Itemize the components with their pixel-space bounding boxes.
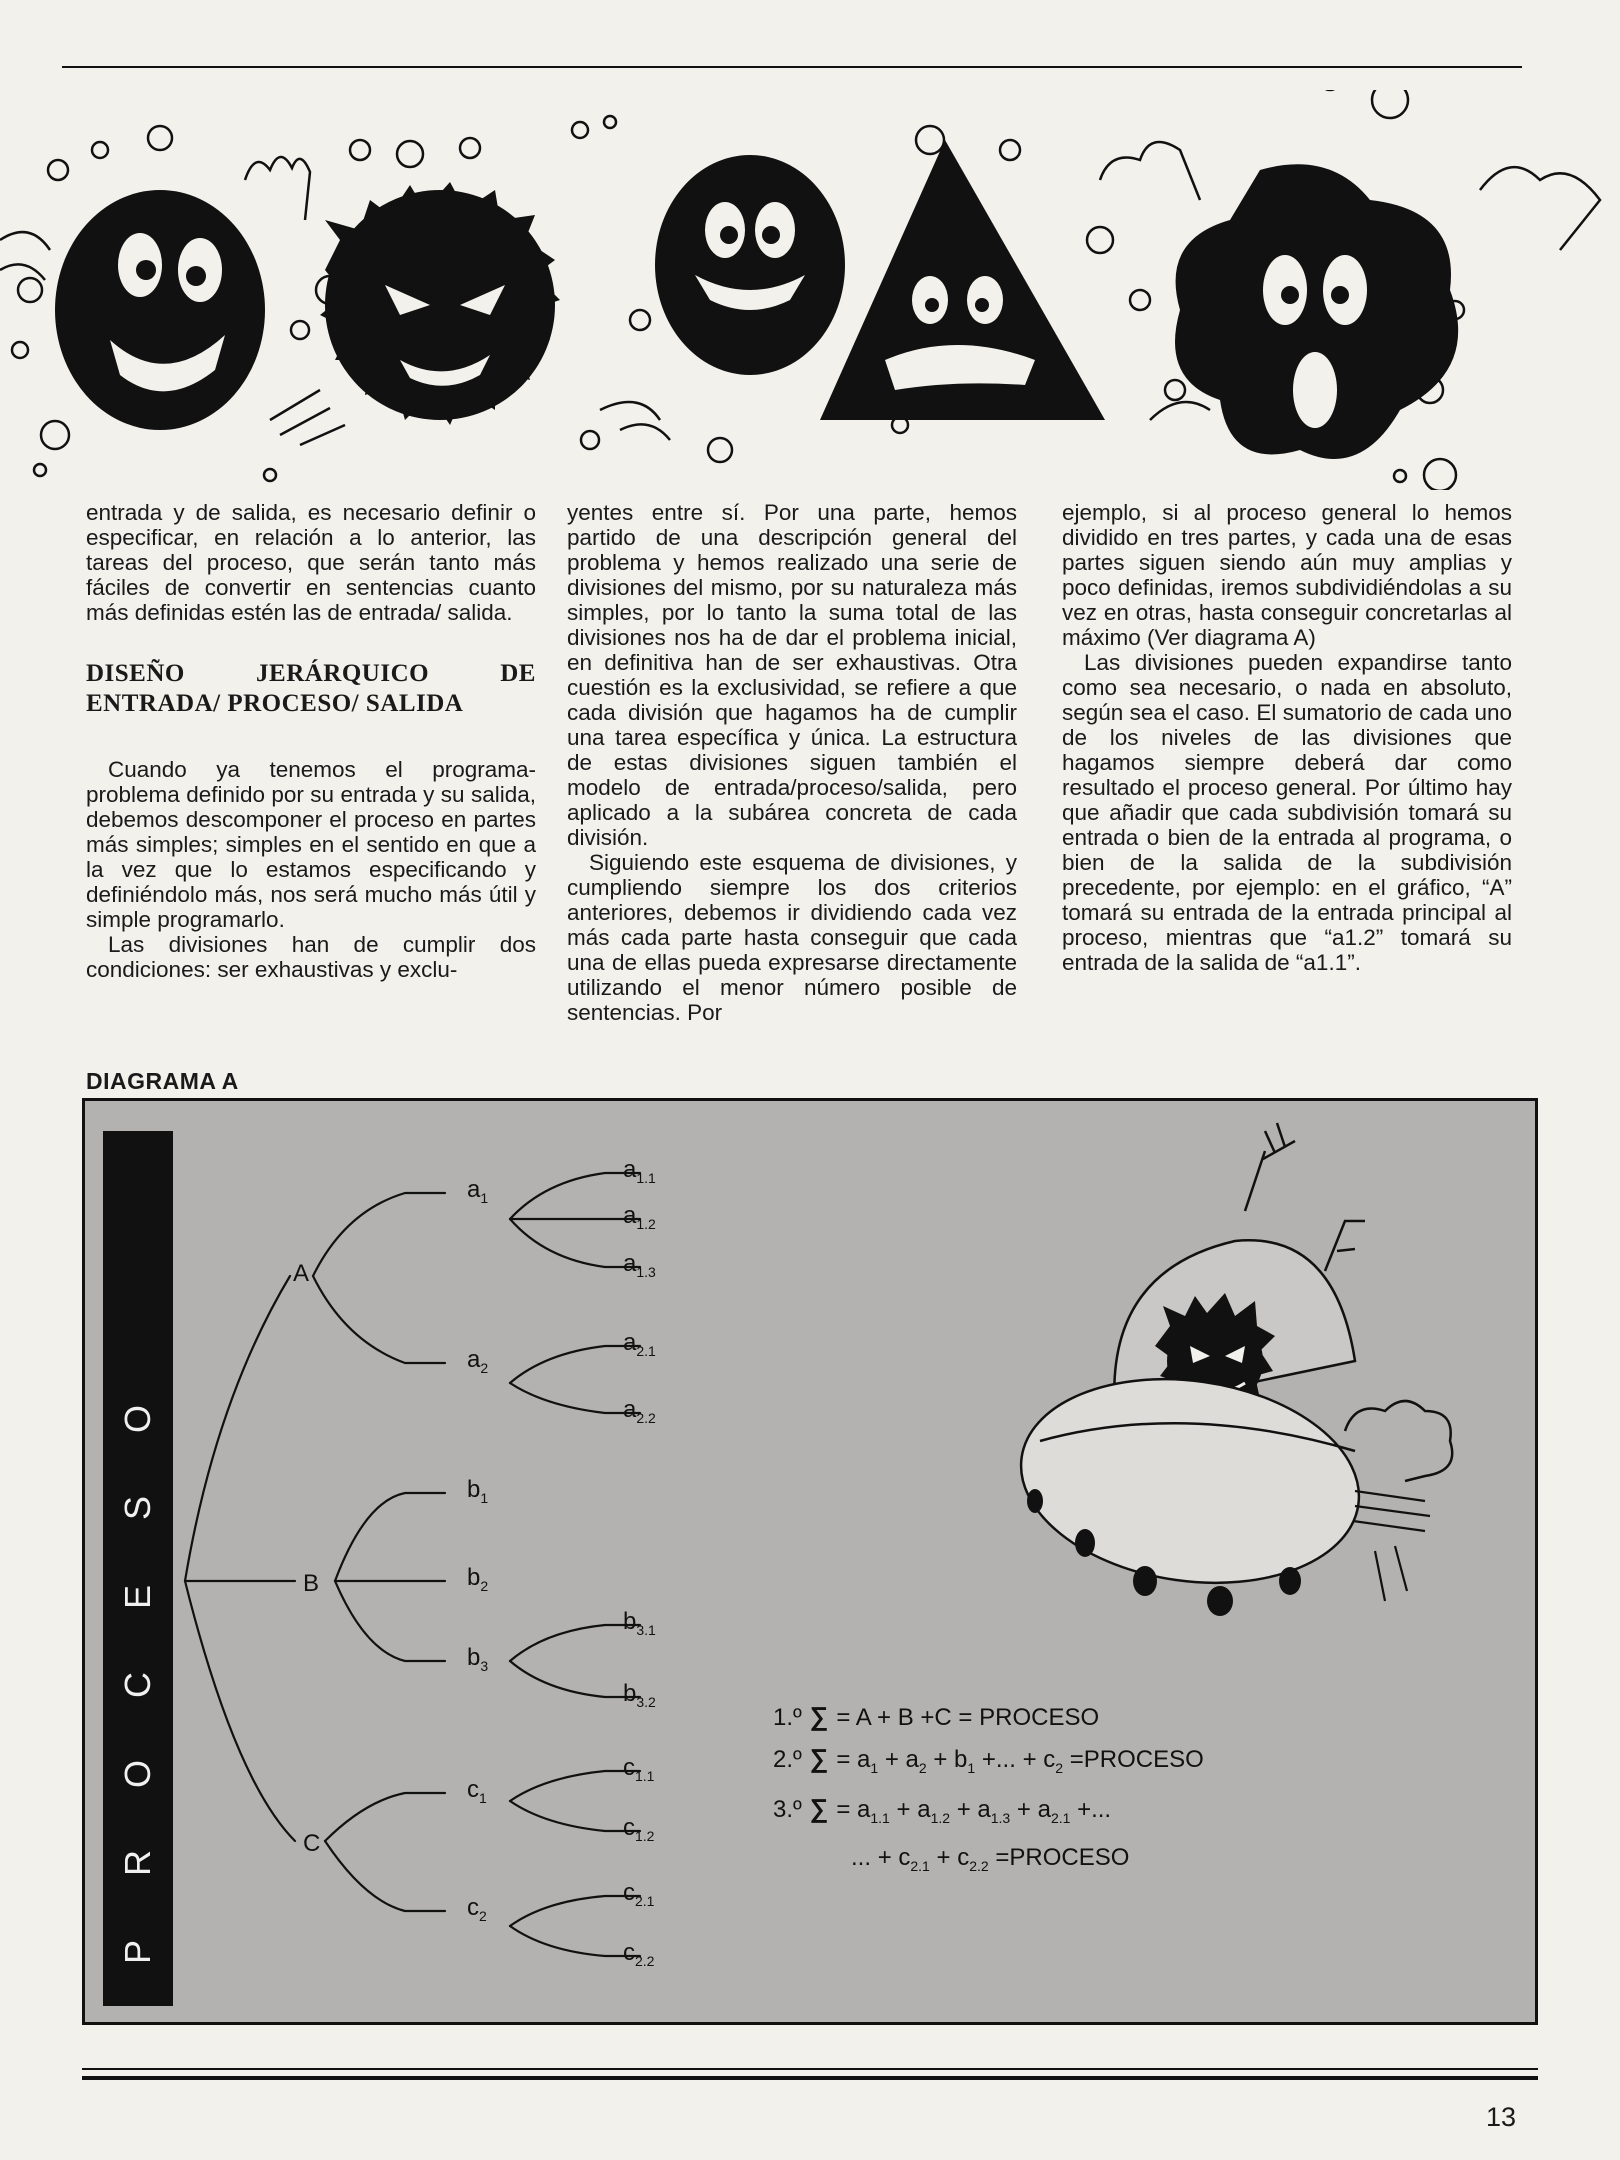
- sigma-icon: ∑: [809, 1743, 829, 1773]
- bottom-rule-thin: [82, 2068, 1538, 2070]
- col1-paragraph-1: entrada y de salida, es necesario definir o especificar, en relación a lo anterior, las tareas del proceso, que serán tanto más fáciles de convertir en sentencias cuanto más definidas estén las de entrada/ salida.: [86, 500, 536, 625]
- sigma-icon: ∑: [809, 1701, 829, 1731]
- col3-paragraph-1: ejemplo, si al proceso general lo hemos dividido en tres partes, y cada una de esas partes siguen siendo aún muy amplias y poco definidas, iremos subdividiéndolas a su vez en otras, hasta conseguir concretarlas al máximo (Ver diagrama A): [1062, 500, 1512, 650]
- text-column-2: [567, 500, 1017, 1025]
- node-C: C: [303, 1830, 321, 1857]
- col3-paragraph-2: Las divisiones pueden expandirse tanto como sea necesario, o nada en absoluto, según sea el caso. El sumatorio de cada uno de los niveles de las divisiones que hagamos siempre deberá dar como resultado el proceso general. Por último hay que añadir que cada subdivisión tomará su entrada o bien de la entrada al programa, o bien de la salida de la subdivisión precedente, por ejemplo: en el gráfico, “A” tomará su entrada de la entrada principal al proceso, mientras que “a1.2” tomará su entrada de la salida de “a1.1”.: [1062, 650, 1512, 975]
- node-b32: $b_{3.2}$: [623, 1680, 656, 1710]
- node-b2: $b_2$: [467, 1564, 489, 1594]
- node-c21: $c_{2.1}$: [623, 1879, 655, 1909]
- bar-letter: R: [117, 1850, 158, 1877]
- diagram-a: [82, 1098, 1538, 2025]
- node-a11: $a_{1.1}$: [623, 1156, 656, 1186]
- node-b3: $b_3$: [467, 1644, 489, 1674]
- node-c1: $c_1$: [467, 1776, 487, 1806]
- section-heading: DISEÑO JERÁRQUICO DE ENTRADA/ PROCESO/ SALIDA: [86, 660, 536, 717]
- node-B: B: [303, 1570, 320, 1597]
- node-A: A: [293, 1260, 310, 1287]
- col1-paragraph-3: Las divisiones han de cumplir dos condiciones: ser exhaustivas y exclu-: [86, 932, 536, 982]
- formula-1: 1.º ∑ = A + B +C = PROCESO: [773, 1701, 1100, 1731]
- bar-letter: O: [116, 1760, 158, 1789]
- col2-paragraph-1: yentes entre sí. Por una parte, hemos partido de una descripción general del problema y hemos realizado una serie de divisiones del mismo, por su naturaleza más simples, por lo tanto la suma total de las divisiones nos ha de dar el problema inicial, en definitiva han de ser exhaustivas. Otra cuestión es la exclusividad, se refiere a que cada división que hagamos ha de cumplir una tarea específica y única. La estructura de estas divisiones siguen también el modelo de entrada/proceso/salida, pero aplicado a la subárea concreta de cada división.: [567, 500, 1017, 850]
- formula-3-cont: ... + $c_{2.1} + c_{2.2}$ =PROCESO: [851, 1843, 1130, 1874]
- page-number: 13: [1486, 2102, 1517, 2132]
- ufo-illustration: [1008, 1123, 1452, 1616]
- node-a12: $a_{1.2}$: [623, 1202, 656, 1232]
- formula-3: 3.º ∑ = $a_{1.1} + a_{1.2} + a_{1.3} + a_{2.1}$ +...: [773, 1792, 1112, 1826]
- bar-letter: E: [116, 1584, 158, 1609]
- node-a21: $a_{2.1}$: [623, 1329, 656, 1359]
- summation-formulas: [773, 1696, 1204, 1885]
- text-column-3: [1062, 500, 1512, 975]
- node-c22: $c_{2.2}$: [623, 1939, 655, 1969]
- bar-letter: S: [116, 1495, 158, 1520]
- monsters-illustration: [0, 90, 1620, 490]
- top-rule: [62, 66, 1522, 68]
- node-c11: $c_{1.1}$: [623, 1754, 655, 1784]
- col1-paragraph-2: Cuando ya tenemos el programa-problema definido por su entrada y su salida, debemos descomponer el proceso en partes más simples; simples en el sentido en que a la vez que lo estamos especificando y definiéndolo más, nos será mucho más útil y simple programarlo.: [86, 757, 536, 932]
- node-c2: $c_2$: [467, 1894, 487, 1924]
- sigma-icon: ∑: [809, 1792, 829, 1823]
- col2-paragraph-2: Siguiendo este esquema de divisiones, y cumpliendo siempre los dos criterios anteriores, debemos ir dividiendo cada vez más cada parte hasta conseguir que cada una de ellas pueda expresarse directamente utilizando el menor número posible de sentencias. Por: [567, 850, 1017, 1025]
- bar-letter: P: [116, 1939, 158, 1964]
- node-a22: $a_{2.2}$: [623, 1396, 656, 1426]
- formula-2: 2.º ∑ = $a_1 + a_2 + b_1$ +... + $c_2$ =PROCESO: [773, 1743, 1204, 1776]
- node-a1: $a_1$: [467, 1176, 489, 1206]
- bottom-rule-thick: [82, 2076, 1538, 2080]
- bar-letter: C: [117, 1672, 158, 1699]
- node-b31: $b_{3.1}$: [623, 1608, 656, 1638]
- bar-letter: O: [116, 1404, 158, 1434]
- text-column-1: [86, 500, 536, 982]
- node-a2: $a_2$: [467, 1346, 489, 1376]
- node-c12: $c_{1.2}$: [623, 1814, 655, 1844]
- node-b1: $b_1$: [467, 1476, 489, 1506]
- node-a13: $a_{1.3}$: [623, 1250, 656, 1280]
- diagram-caption: DIAGRAMA A: [86, 1068, 239, 1094]
